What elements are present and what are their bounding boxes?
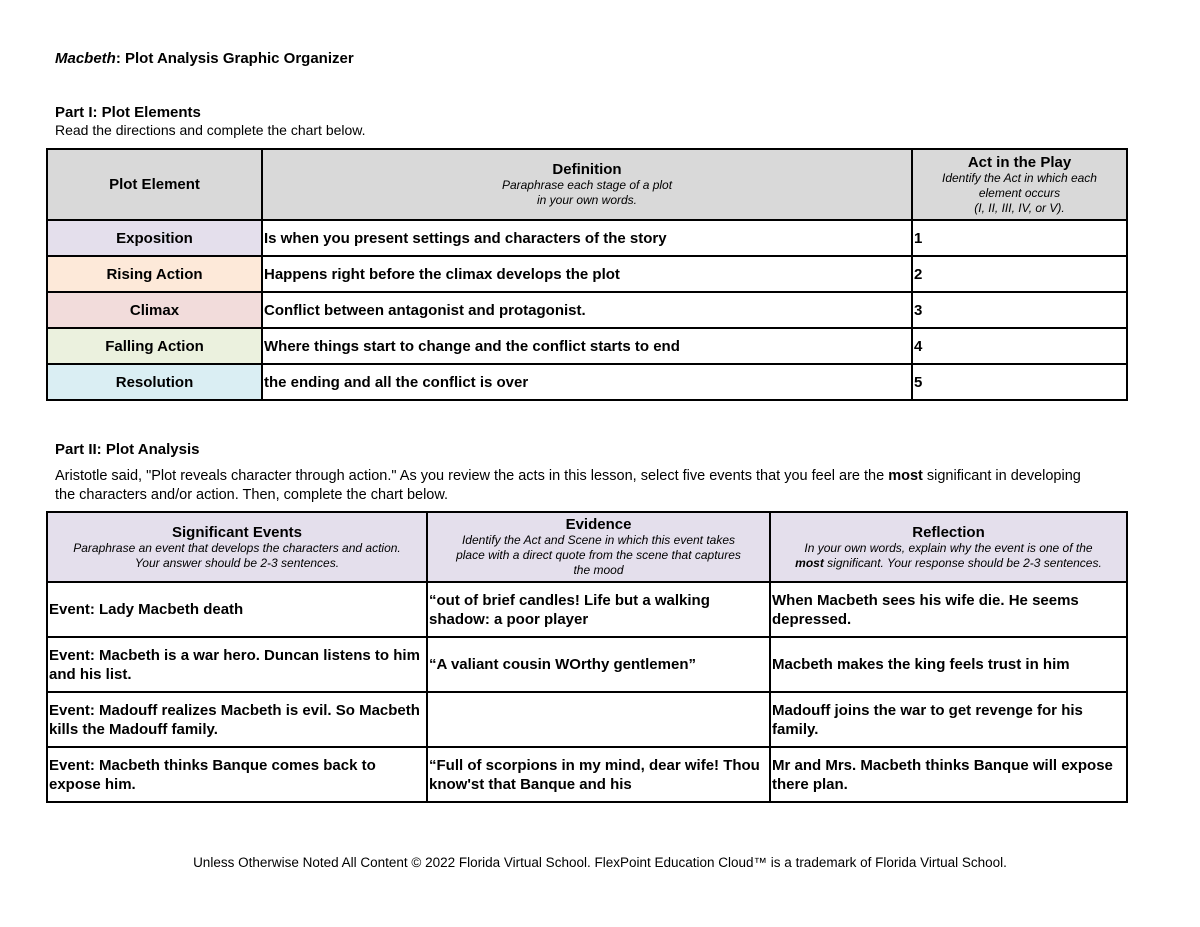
table-row xyxy=(47,582,1127,637)
table-row xyxy=(47,747,1127,802)
element-cell: Falling Action xyxy=(47,328,262,364)
table-header-row xyxy=(47,512,1127,582)
header-plot-element: Plot Element xyxy=(47,149,262,220)
element-cell: Resolution xyxy=(47,364,262,400)
footer-copyright: Unless Otherwise Noted All Content © 2022 Florida Virtual School. FlexPoint Education Cloud™ is a trademark of Florida Virtual School. xyxy=(193,855,1007,870)
table-header-row xyxy=(47,149,1127,220)
reflection-cell[interactable]: Mr and Mrs. Macbeth thinks Banque will expose there plan. xyxy=(770,747,1127,802)
table-row xyxy=(47,292,1127,328)
element-cell: Rising Action xyxy=(47,256,262,292)
table-row xyxy=(47,364,1127,400)
act-cell[interactable]: 3 xyxy=(912,292,1127,328)
evidence-cell[interactable]: “Full of scorpions in my mind, dear wife! Thou know'st that Banque and his xyxy=(427,747,770,802)
act-cell[interactable]: 5 xyxy=(912,364,1127,400)
header-reflection: Reflection In your own words, explain why the event is one of the most significant. Your response should be 2-3 sentences. xyxy=(770,512,1127,582)
act-cell[interactable]: 2 xyxy=(912,256,1127,292)
header-significant-events: Significant Events Paraphrase an event that develops the characters and action. Your answer should be 2-3 sentences. xyxy=(47,512,427,582)
evidence-cell[interactable]: “out of brief candles! Life but a walking shadow: a poor player xyxy=(427,582,770,637)
table-row xyxy=(47,220,1127,256)
part1-heading: Part I: Plot Elements xyxy=(55,104,201,121)
table-row xyxy=(47,692,1127,747)
document-title xyxy=(55,50,354,67)
act-cell[interactable]: 1 xyxy=(912,220,1127,256)
table-row xyxy=(47,328,1127,364)
act-cell[interactable]: 4 xyxy=(912,328,1127,364)
evidence-cell[interactable] xyxy=(427,692,770,747)
element-cell: Exposition xyxy=(47,220,262,256)
title-rest: : Plot Analysis Graphic Organizer xyxy=(115,50,354,67)
header-act: Act in the Play Identify the Act in which each element occurs (I, II, III, IV, or V). xyxy=(912,149,1127,220)
table-row xyxy=(47,637,1127,692)
definition-cell[interactable]: the ending and all the conflict is over xyxy=(262,364,912,400)
title-italic: Macbeth xyxy=(55,50,116,67)
definition-cell[interactable]: Conflict between antagonist and protagonist. xyxy=(262,292,912,328)
part2-heading: Part II: Plot Analysis xyxy=(55,441,200,458)
part1-directions: Read the directions and complete the chart below. xyxy=(55,122,366,138)
reflection-cell[interactable]: When Macbeth sees his wife die. He seems depressed. xyxy=(770,582,1127,637)
header-evidence: Evidence Identify the Act and Scene in which this event takes place with a direct quote from the scene that captures the mood xyxy=(427,512,770,582)
event-cell[interactable]: Event: Lady Macbeth death xyxy=(47,582,427,637)
header-definition: Definition Paraphrase each stage of a plot in your own words. xyxy=(262,149,912,220)
plot-elements-table xyxy=(46,148,1128,401)
element-cell: Climax xyxy=(47,292,262,328)
event-cell[interactable]: Event: Macbeth thinks Banque comes back to expose him. xyxy=(47,747,427,802)
definition-cell[interactable]: Where things start to change and the conflict starts to end xyxy=(262,328,912,364)
definition-cell[interactable]: Is when you present settings and characters of the story xyxy=(262,220,912,256)
reflection-cell[interactable]: Macbeth makes the king feels trust in him xyxy=(770,637,1127,692)
reflection-cell[interactable]: Madouff joins the war to get revenge for his family. xyxy=(770,692,1127,747)
part2-directions: Aristotle said, "Plot reveals character through action." As you review the acts in this lesson, select five events that you feel are the most significant in developing the characters and/or action. Then, complete the chart below. xyxy=(55,468,1081,503)
plot-analysis-table xyxy=(46,511,1128,803)
event-cell[interactable]: Event: Macbeth is a war hero. Duncan listens to him and his list. xyxy=(47,637,427,692)
definition-cell[interactable]: Happens right before the climax develops the plot xyxy=(262,256,912,292)
event-cell[interactable]: Event: Madouff realizes Macbeth is evil. So Macbeth kills the Madouff family. xyxy=(47,692,427,747)
evidence-cell[interactable]: “A valiant cousin WOrthy gentlemen” xyxy=(427,637,770,692)
table-row xyxy=(47,256,1127,292)
